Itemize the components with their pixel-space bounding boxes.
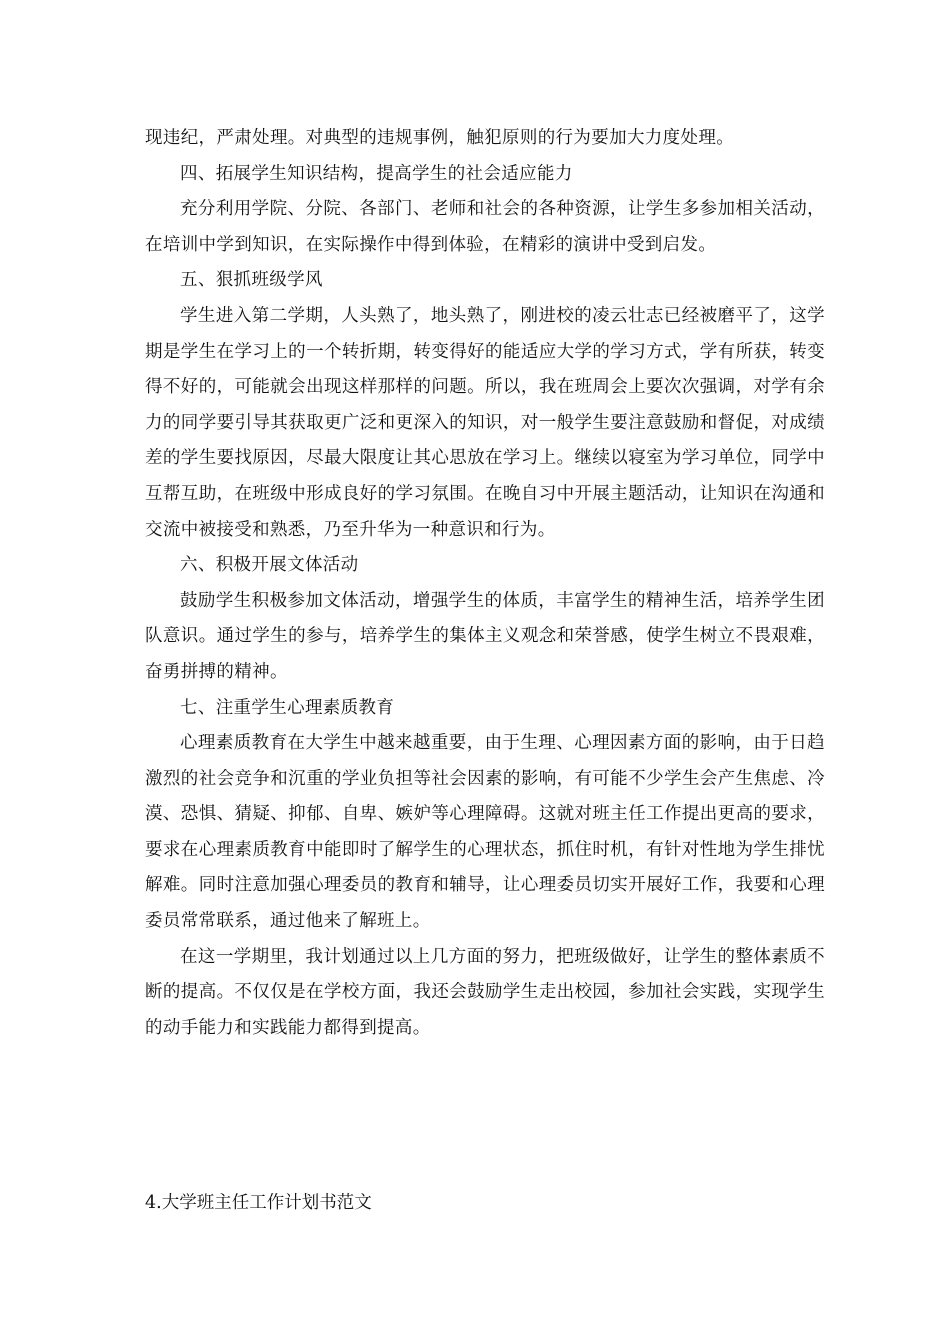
paragraph-1: 现违纪，严肃处理。对典型的违规事例，触犯原则的行为要加大力度处理。 — [145, 128, 735, 148]
paragraph-5: 心理素质教育在大学生中越来越重要，由于生理、心理因素方面的影响，由于日趋激烈的社会竞争和沉重的学业负担等社会因素的影响，有可能不少学生会产生焦虑、冷漠、恐惧、猜疑、抑郁、自卑、嫉妒等心理障碍。这就对班主任工作提出更高的要求，要求在心理素质教育中能即时了解学生的心理状态，抓住时机，有针对性地为学生排忧解难。同时注意加强心理委员的教育和辅导，让心理委员切实开展好工作，我要和心理委员常常联系，通过他来了解班上。 — [145, 733, 825, 932]
section-heading-7: 七、注重学生心理素质教育 — [180, 697, 395, 718]
section-heading-6: 六、积极开展文体活动 — [180, 555, 359, 576]
section-heading-5: 五、狠抓班级学风 — [180, 270, 323, 291]
paragraph-3: 学生进入第二学期，人头熟了，地头熟了，刚进校的凌云壮志已经被磨平了，这学期是学生在学习上的一个转折期，转变得好的能适应大学的学习方式，学有所获，转变得不好的，可能就会出现这样那样的问题。所以，我在班周会上要次次强调，对学有余力的同学要引导其获取更广泛和更深入的知识，对一般学生要注意鼓励和督促，对成绩差的学生要找原因，尽最大限度让其心思放在学习上。继续以寝室为学习单位，同学中互帮互助，在班级中形成良好的学习氛围。在晚自习中开展主题活动，让知识在沟通和交流中被接受和熟悉，乃至升华为一种意识和行为。 — [145, 305, 825, 540]
paragraph-2: 充分利用学院、分院、各部门、老师和社会的各种资源，让学生多参加相关活动，在培训中学到知识，在实际操作中得到体验，在精彩的演讲中受到启发。 — [145, 199, 825, 255]
document-body — [145, 121, 825, 1046]
paragraph-4: 鼓励学生积极参加文体活动，增强学生的体质，丰富学生的精神生活，培养学生团队意识。通过学生的参与，培养学生的集体主义观念和荣誉感，使学生树立不畏艰难，奋勇拼搏的精神。 — [145, 590, 825, 682]
paragraph-6: 在这一学期里，我计划通过以上几方面的努力，把班级做好，让学生的整体素质不断的提高。不仅仅是在学校方面，我还会鼓励学生走出校园，参加社会实践，实现学生的动手能力和实践能力都得到提高。 — [145, 946, 825, 1038]
section-heading-4: 四、拓展学生知识结构，提高学生的社会适应能力 — [180, 163, 573, 184]
next-section-heading: 4.大学班主任工作计划书范文 — [145, 1193, 372, 1213]
